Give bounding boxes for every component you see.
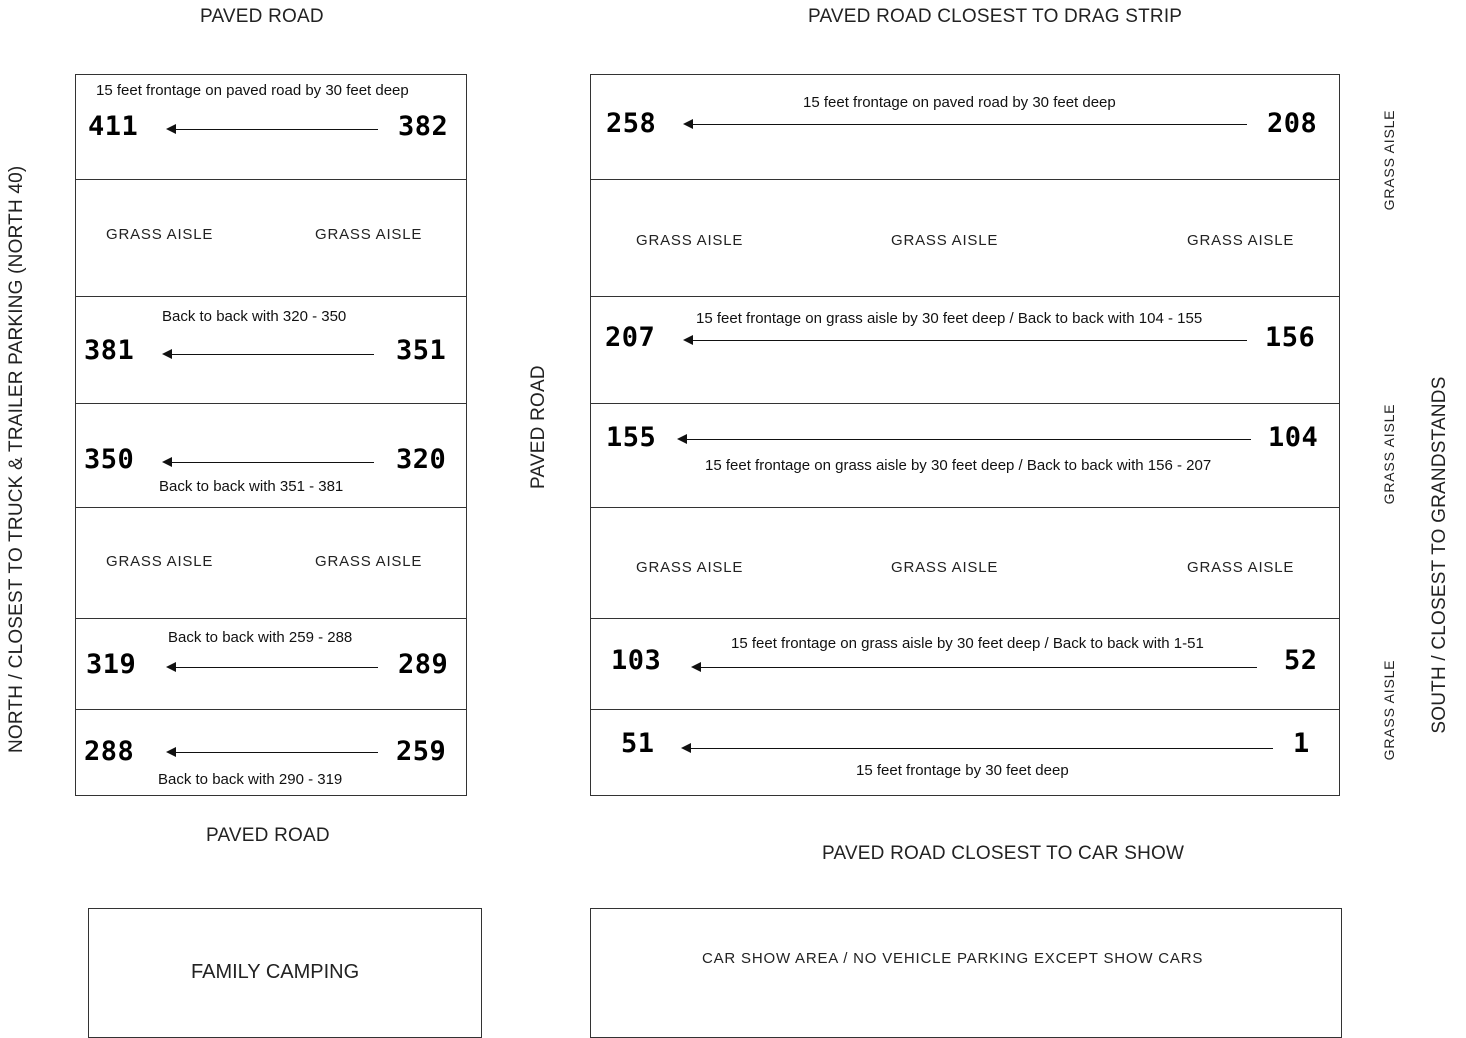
left-row-3-note: Back to back with 320 - 350	[162, 308, 347, 325]
left-row-6-start-number: 319	[86, 649, 137, 680]
right-row-6-start-number: 103	[611, 645, 662, 676]
side-grass-aisle-3: GRASS AISLE	[1381, 659, 1397, 761]
left-row-3	[76, 297, 466, 404]
left-row-1-end-number: 382	[398, 111, 449, 142]
left-row-1-note: 15 feet frontage on paved road by 30 feet deep	[96, 82, 409, 99]
right-grass-aisle-label: GRASS AISLE	[1187, 559, 1295, 576]
right-row-1-arrow	[685, 124, 1247, 125]
right-row-4	[591, 404, 1339, 508]
right-row-1-note: 15 feet frontage on paved road by 30 feet deep	[803, 94, 1116, 111]
left-row-1	[76, 75, 466, 180]
north-side-label: NORTH / CLOSEST TO TRUCK & TRAILER PARKING (NORTH 40)	[6, 165, 27, 753]
right-row-3	[591, 297, 1339, 404]
left-row-6-arrow	[168, 667, 378, 668]
left-row-4-arrow	[164, 462, 374, 463]
left-row-1-arrow	[168, 129, 378, 130]
right-row-4-start-number: 155	[606, 422, 657, 453]
left-row-7-note: Back to back with 290 - 319	[158, 771, 343, 788]
right-row-3-arrow	[685, 340, 1247, 341]
paved-road-drag-strip-label: PAVED ROAD CLOSEST TO DRAG STRIP	[808, 6, 1183, 27]
car-show-area	[590, 908, 1342, 1038]
left-row-7-start-number: 288	[84, 736, 135, 767]
right-row-3-start-number: 207	[605, 322, 656, 353]
left-row-4-start-number: 350	[84, 444, 135, 475]
left-row-6-end-number: 289	[398, 649, 449, 680]
right-row-1	[591, 75, 1339, 180]
left-row-2-aisle	[76, 180, 466, 297]
paved-road-top-left-label: PAVED ROAD	[200, 6, 324, 27]
right-row-7-end-number: 1	[1293, 728, 1310, 759]
right-grass-aisle-label: GRASS AISLE	[1187, 232, 1295, 249]
right-grass-aisle-label: GRASS AISLE	[636, 559, 744, 576]
right-row-3-note: 15 feet frontage on grass aisle by 30 feet deep / Back to back with 104 - 155	[696, 310, 1203, 327]
left-row-1-start-number: 411	[88, 111, 139, 142]
right-row-4-arrow	[679, 439, 1251, 440]
right-row-7-start-number: 51	[621, 728, 655, 759]
right-row-6-note: 15 feet frontage on grass aisle by 30 feet deep / Back to back with 1-51	[731, 635, 1204, 652]
right-row-1-end-number: 208	[1267, 108, 1318, 139]
right-row-7-arrow	[683, 748, 1273, 749]
left-row-7	[76, 710, 466, 797]
paved-road-bottom-left-label: PAVED ROAD	[206, 825, 330, 846]
right-row-4-end-number: 104	[1268, 422, 1319, 453]
right-lot-block	[590, 74, 1340, 796]
left-row-3-arrow	[164, 354, 374, 355]
right-row-7	[591, 710, 1339, 797]
south-side-label: SOUTH / CLOSEST TO GRANDSTANDS	[1429, 376, 1450, 734]
right-row-3-end-number: 156	[1265, 322, 1316, 353]
right-row-6-end-number: 52	[1284, 645, 1318, 676]
right-row-5-aisle	[591, 508, 1339, 619]
left-row-4-end-number: 320	[396, 444, 447, 475]
left-row-6-note: Back to back with 259 - 288	[168, 629, 353, 646]
left-grass-aisle-label: GRASS AISLE	[106, 226, 214, 243]
left-grass-aisle-label: GRASS AISLE	[106, 553, 214, 570]
right-row-7-note: 15 feet frontage by 30 feet deep	[856, 762, 1069, 779]
left-row-3-end-number: 351	[396, 335, 447, 366]
paved-road-center-label: PAVED ROAD	[528, 365, 549, 489]
right-grass-aisle-label: GRASS AISLE	[636, 232, 744, 249]
left-row-3-start-number: 381	[84, 335, 135, 366]
side-grass-aisle-2: GRASS AISLE	[1381, 403, 1397, 505]
right-grass-aisle-label: GRASS AISLE	[891, 559, 999, 576]
left-grass-aisle-label: GRASS AISLE	[315, 226, 423, 243]
left-row-7-arrow	[168, 752, 378, 753]
paved-road-car-show-label: PAVED ROAD CLOSEST TO CAR SHOW	[822, 843, 1185, 864]
right-row-1-start-number: 258	[606, 108, 657, 139]
left-grass-aisle-label: GRASS AISLE	[315, 553, 423, 570]
right-row-6-arrow	[693, 667, 1257, 668]
family-camping-area	[88, 908, 482, 1038]
right-row-6	[591, 619, 1339, 710]
left-row-6	[76, 619, 466, 710]
left-row-5-aisle	[76, 508, 466, 619]
right-row-2-aisle	[591, 180, 1339, 297]
left-lot-block	[75, 74, 467, 796]
right-row-4-note: 15 feet frontage on grass aisle by 30 feet deep / Back to back with 156 - 207	[705, 457, 1212, 474]
family-camping-label: FAMILY CAMPING	[191, 961, 360, 983]
side-grass-aisle-1: GRASS AISLE	[1381, 109, 1397, 211]
left-row-7-end-number: 259	[396, 736, 447, 767]
left-row-4-note: Back to back with 351 - 381	[159, 478, 344, 495]
right-grass-aisle-label: GRASS AISLE	[891, 232, 999, 249]
left-row-4	[76, 404, 466, 508]
car-show-label: CAR SHOW AREA / NO VEHICLE PARKING EXCEPT SHOW CARS	[702, 950, 1204, 967]
